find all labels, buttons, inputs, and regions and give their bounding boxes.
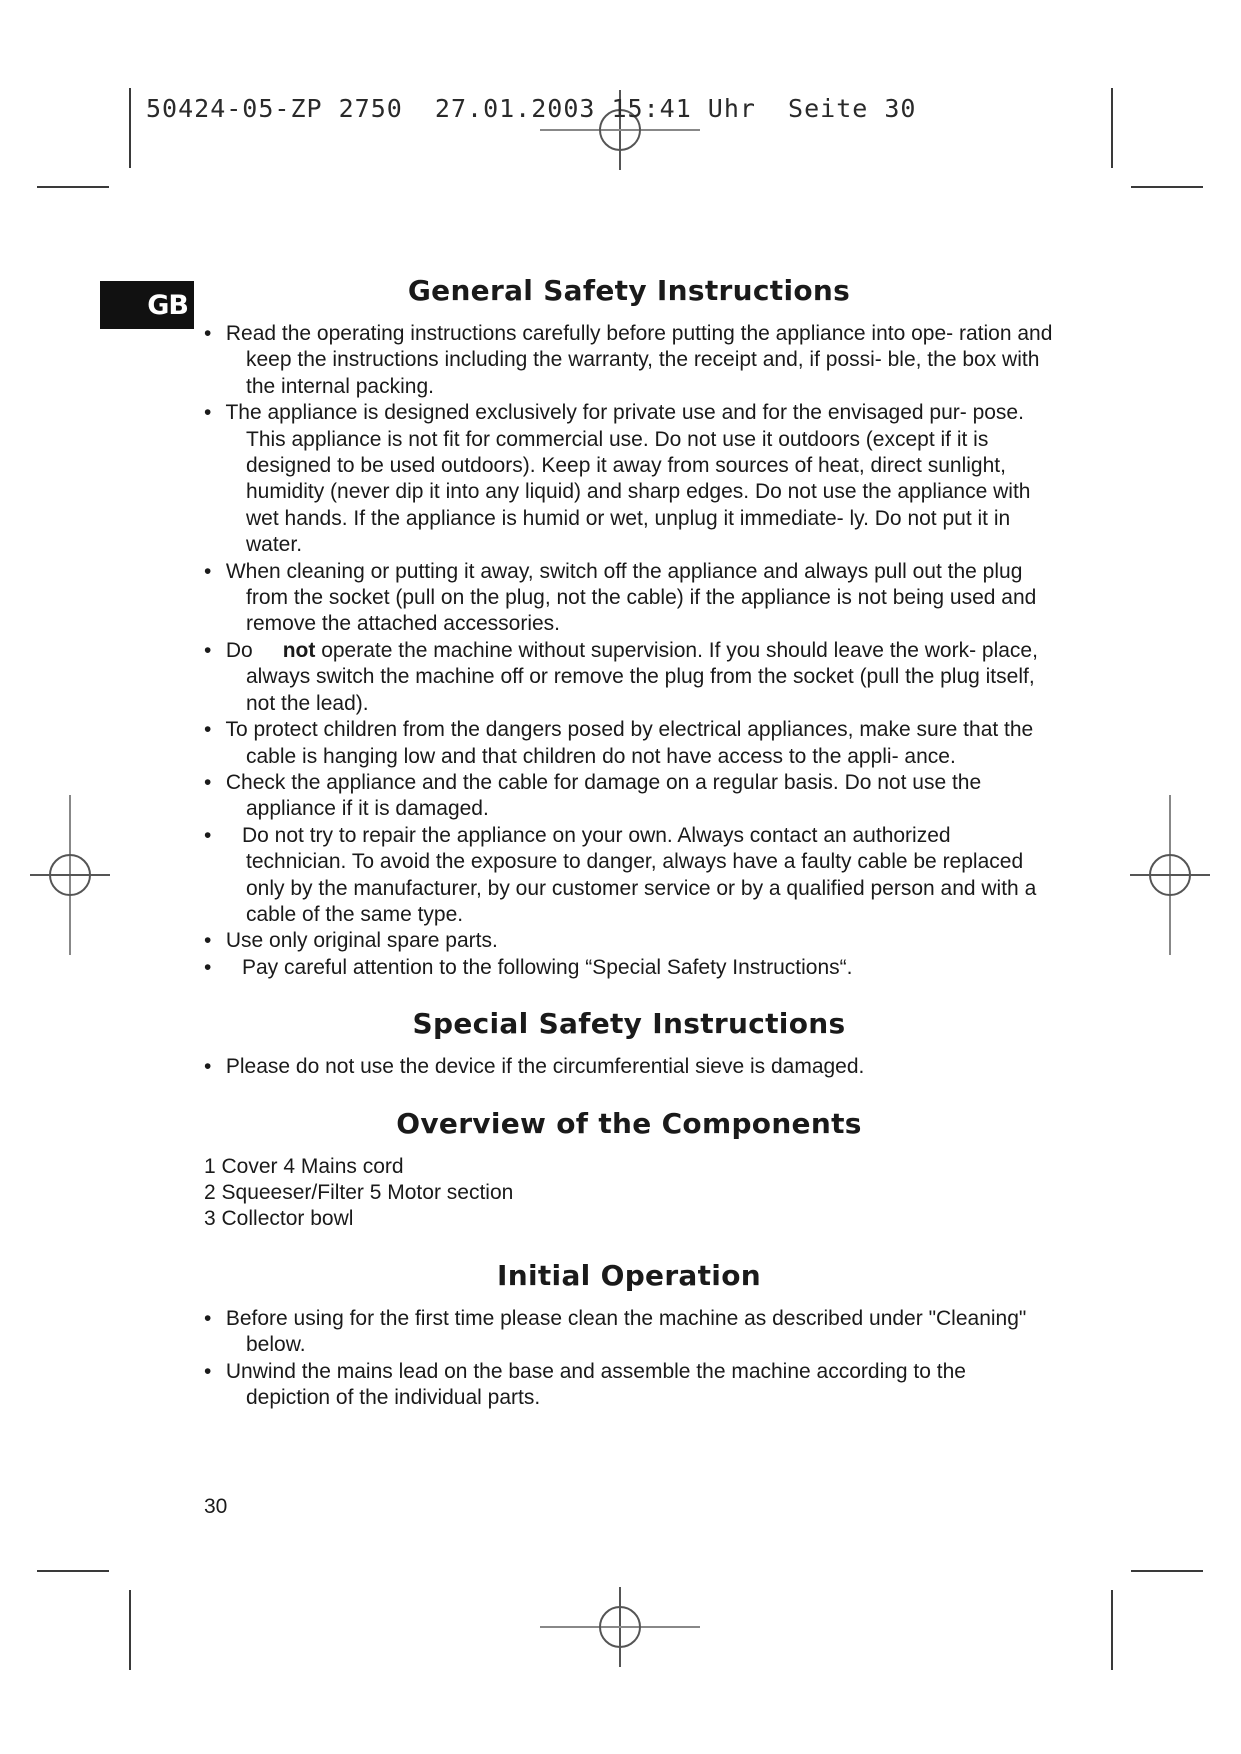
crop-mark bbox=[1111, 1590, 1113, 1670]
section-title-overview: Overview of the Components bbox=[396, 1106, 862, 1140]
section-title-special-safety: Special Safety Instructions bbox=[412, 1007, 846, 1041]
list-item: • Check the appliance and the cable for damage on a regular basis. Do not use the appliance if it is damaged. bbox=[204, 770, 982, 821]
list-item: • Unwind the mains lead on the base and assemble the machine according to the depiction of the individual parts. bbox=[204, 1359, 966, 1409]
emphasis-not: not bbox=[282, 638, 316, 662]
list-item: 1 Cover 4 Mains cord bbox=[204, 1154, 404, 1178]
registration-mark-right bbox=[1130, 795, 1210, 955]
initial-operation-list bbox=[204, 1306, 1054, 1412]
section-title-initial-operation: Initial Operation bbox=[497, 1258, 761, 1292]
registration-mark-left bbox=[30, 795, 110, 955]
list-item: • Use only original spare parts. bbox=[204, 929, 498, 953]
list-item: • When cleaning or putting it away, switch off the appliance and always pull out the plug from the socket (pull on the plug, not the cable) if the appliance is not being used and remove the attached accessories. bbox=[204, 559, 1037, 636]
registration-mark-bottom bbox=[540, 1587, 700, 1667]
crop-mark bbox=[37, 1570, 109, 1572]
components-list bbox=[204, 1154, 1054, 1233]
list-item: • Do not operate the machine without supervision. If you should leave the work- place, always switch the machine off or remove the plug from the socket (pull the plug itself, not the lead). bbox=[204, 638, 1038, 715]
section-title-general-safety: General Safety Instructions bbox=[407, 274, 851, 307]
crop-mark bbox=[129, 1590, 131, 1670]
list-item: • Read the operating instructions carefully before putting the appliance into ope- ration and keep the instructions including the warranty, the receipt and, if possi- ble, the box with the internal packing. bbox=[204, 322, 1053, 398]
crop-mark bbox=[1131, 1570, 1203, 1572]
page-number: 30 bbox=[204, 1495, 228, 1518]
list-item: 2 Squeeser/Filter 5 Motor section bbox=[204, 1180, 514, 1204]
main-content bbox=[204, 274, 1054, 1411]
crop-mark bbox=[1111, 88, 1113, 168]
special-safety-list bbox=[204, 1054, 1054, 1080]
general-safety-list bbox=[204, 321, 1054, 981]
crop-mark bbox=[37, 186, 109, 188]
list-item: • The appliance is designed exclusively for private use and for the envisaged pur- pose. This appliance is not fit for commercial use. Do not use it outdoors (except if it is designed to be used outdoors). Keep it away from sources of heat, direct sunlight, humidity (never dip it into any liquid) and sharp edges. Do not use the appliance with wet hands. If the appliance is humid or wet, unplug it immediate- ly. Do not put it in water. bbox=[204, 401, 1031, 557]
list-item: • To protect children from the dangers posed by electrical appliances, make sure that the cable is hanging low and that children do not have access to the appli- ance. bbox=[204, 718, 1034, 768]
print-slug-line: 50424-05-ZP 2750 27.01.2003 15:41 Uhr Seite 30 bbox=[146, 94, 917, 123]
list-item: • Please do not use the device if the circumferential sieve is damaged. bbox=[204, 1055, 865, 1079]
list-item: 3 Collector bowl bbox=[204, 1207, 354, 1231]
list-item: • Before using for the first time please clean the machine as described under "Cleaning" below. bbox=[204, 1306, 1027, 1357]
crop-mark bbox=[1131, 186, 1203, 188]
list-item: • Do not try to repair the appliance on your own. Always contact an authorized technician. To avoid the exposure to danger, always have a faulty cable be replaced only by the manufacturer, by our customer service or by a qualified person and with a cable of the same type. bbox=[204, 823, 1037, 926]
language-tab: GB bbox=[100, 281, 194, 329]
list-item: • Pay careful attention to the following “Special Safety Instructions“. bbox=[204, 955, 853, 979]
crop-mark bbox=[129, 88, 131, 168]
